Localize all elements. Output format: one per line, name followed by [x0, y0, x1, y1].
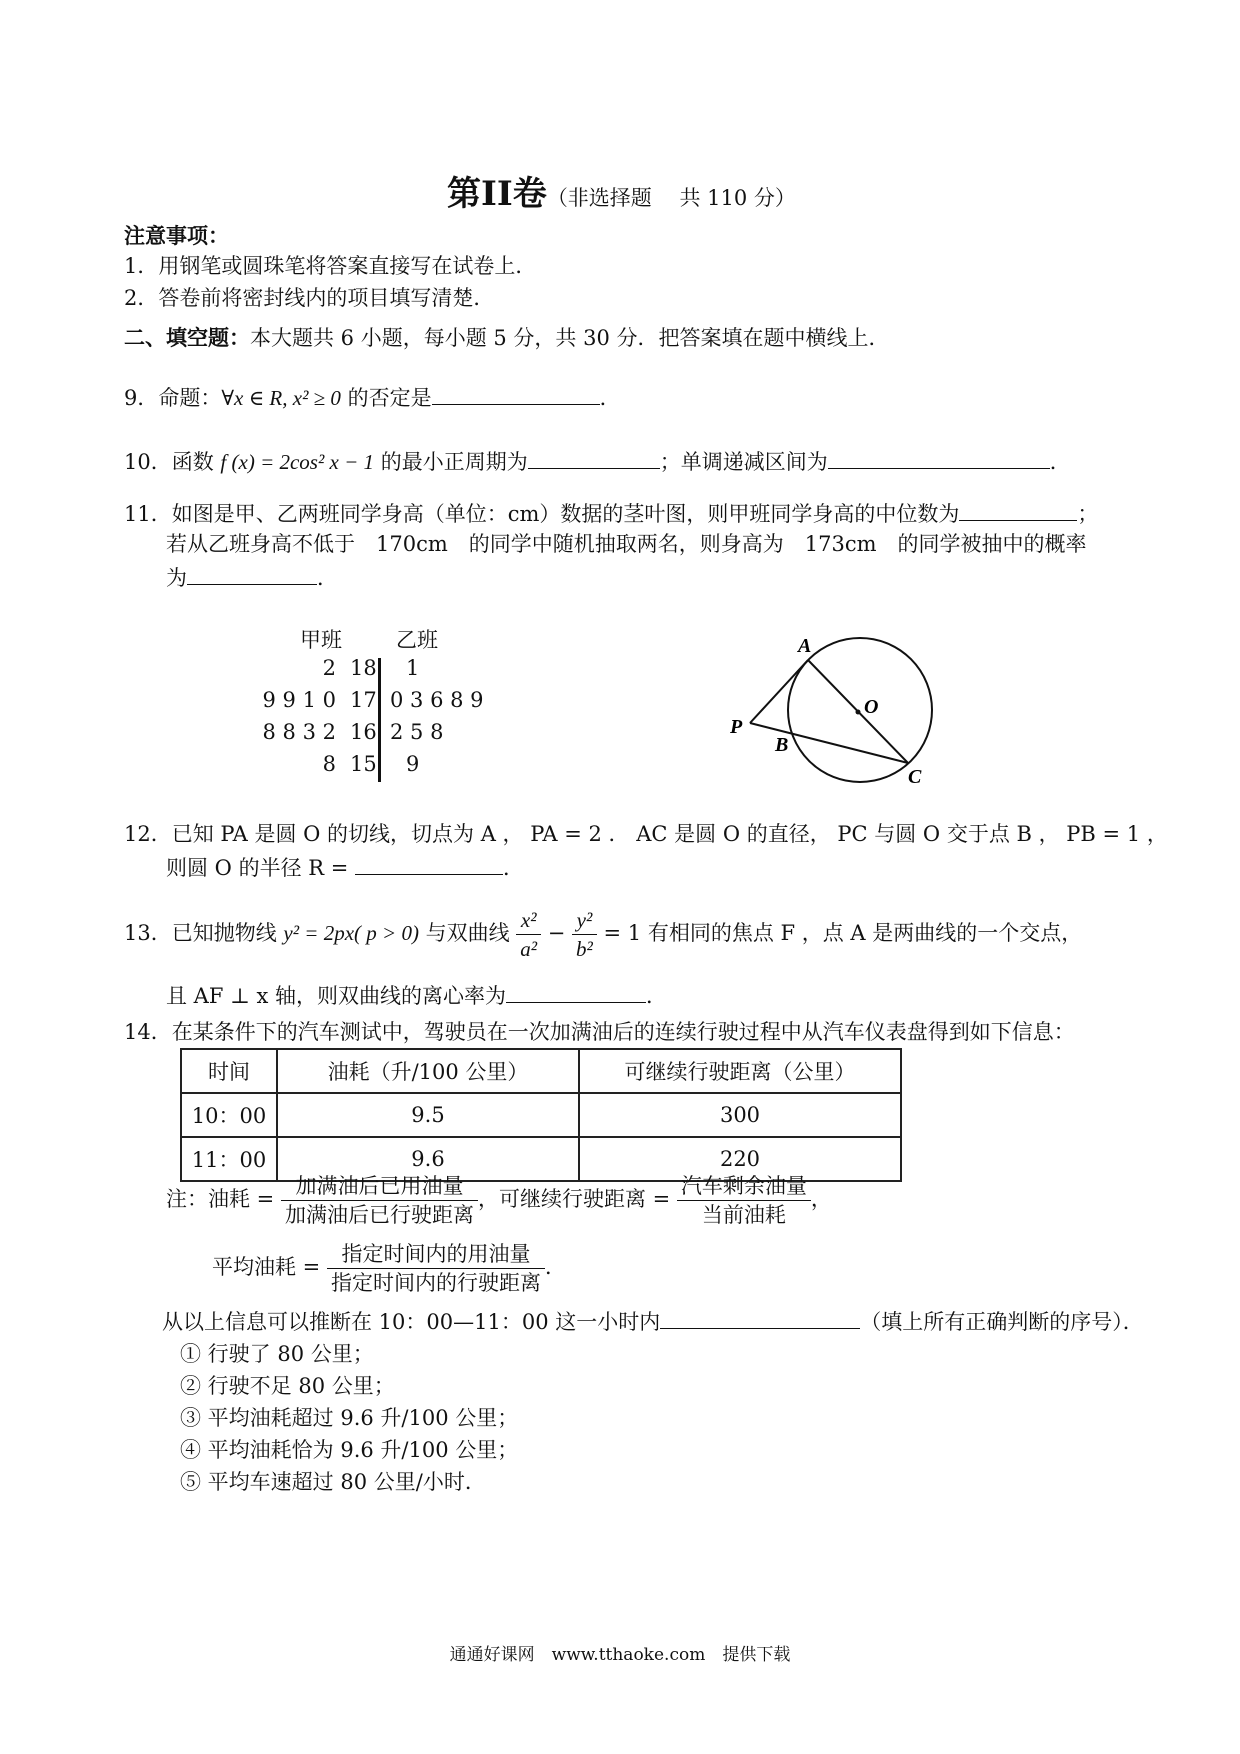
- note-c-num: 指定时间内的用油量: [327, 1240, 545, 1269]
- table-cell: 9.5: [277, 1093, 579, 1137]
- stem-leaf-row-stem: 18: [350, 656, 377, 680]
- question-9: [124, 382, 621, 412]
- q11-line2: 若从乙班身高不低于 170cm 的同学中随机抽取两名，则身高为 173cm 的同学被抽中的概率: [166, 532, 1087, 556]
- q10-interval-blank[interactable]: [828, 446, 1050, 469]
- q13-line2-end: ．: [646, 984, 668, 1008]
- q14-option-5: ⑤ 平均车速超过 80 公里/小时．: [180, 1470, 486, 1494]
- secant-line-pc: [750, 723, 908, 763]
- question-12: [124, 820, 1168, 848]
- q13-frac-x-den: a²: [520, 937, 538, 961]
- q14-infer-end: （填上所有正确判断的序号）．: [860, 1310, 1144, 1334]
- stem-leaf-row-left: 8 8 3 2: [262, 720, 336, 744]
- q13-line2: [166, 980, 667, 1010]
- note-a-num: 加满油后已用油量: [281, 1172, 478, 1201]
- q12-line1: 已知 PA 是圆 O 的切线，切点为 A ， PA = 2 ． AC 是圆 O 的直径， PC 与圆 O 交于点 B ， PB = 1 ，: [171, 822, 1168, 846]
- q12-line2-end: ．: [503, 856, 524, 880]
- table-row: [181, 1093, 901, 1137]
- q14-infer-text: 从以上信息可以推断在 10：00—11：00 这一小时内: [162, 1310, 661, 1334]
- q13-fraction-x: [516, 906, 541, 963]
- question-10: [124, 446, 1071, 476]
- q13-minus: −: [541, 921, 573, 945]
- table-header-cell: 时间: [181, 1049, 277, 1093]
- note-a-label: 油耗 =: [208, 1187, 281, 1211]
- stem-leaf-right-title: 乙班: [396, 628, 438, 652]
- q13-pre: 已知抛物线: [171, 921, 284, 945]
- label-p: P: [730, 716, 743, 738]
- note-b-num: 汽车剩余油量: [677, 1172, 811, 1201]
- q13-parabola: y² = 2px( p > 0): [283, 921, 419, 945]
- q13-frac-y-den: b²: [576, 937, 593, 961]
- stem-leaf-row-right: 9: [406, 752, 420, 776]
- q13-number: 13．: [124, 921, 172, 945]
- q13-fraction-y: [572, 906, 597, 963]
- q13-mid: 与双曲线: [418, 921, 517, 945]
- q11-median-blank[interactable]: [959, 498, 1077, 521]
- title-sub: （非选择题 共 110 分）: [546, 186, 796, 210]
- center-point: [856, 710, 861, 715]
- note-b-fraction: [677, 1172, 811, 1229]
- note-b-den: 当前油耗: [701, 1203, 786, 1227]
- question-13: [124, 906, 1082, 963]
- q14-option-3: ③ 平均油耗超过 9.6 升/100 公里；: [180, 1406, 519, 1430]
- tangent-line-pa: [750, 660, 808, 723]
- table-cell: 11：00: [181, 1137, 277, 1181]
- table-cell: 10：00: [181, 1093, 277, 1137]
- q14-number: 14．: [124, 1020, 172, 1044]
- table-cell: 300: [579, 1093, 901, 1137]
- page-title: [447, 166, 796, 215]
- q11-probability-blank[interactable]: [187, 562, 317, 585]
- q10-end: ．: [1049, 450, 1071, 474]
- section-header: [124, 324, 890, 352]
- table-cell: 220: [579, 1137, 901, 1181]
- q11-number: 11．: [124, 502, 172, 526]
- q9-end: ．: [599, 386, 621, 410]
- notice-heading: 注意事项：: [124, 223, 229, 248]
- q11-line3-text: 为: [166, 566, 187, 590]
- stem-leaf-row-left: 8: [322, 752, 336, 776]
- q14-option-1: ① 行驶了 80 公里；: [180, 1342, 374, 1366]
- q13-post: 有相同的焦点 F ，点 A 是两曲线的一个交点，: [641, 921, 1083, 945]
- stem-leaf-row-left: 9 9 1 0: [262, 688, 336, 712]
- q11-line1: 如图是甲、乙两班同学身高（单位：cm）数据的茎叶图，则甲班同学身高的中位数为: [171, 502, 960, 526]
- section-text: 本大题共 6 小题，每小题 5 分，共 30 分．把答案填在题中横线上．: [250, 326, 890, 350]
- stem-leaf-row-stem: 16: [350, 720, 377, 744]
- q14-text: 在某条件下的汽车测试中，驾驶员在一次加满油后的连续行驶过程中从汽车仪表盘得到如下信息：: [171, 1020, 1075, 1044]
- note-b-end: ，: [810, 1187, 832, 1211]
- notice-item-1: 1．用钢笔或圆珠笔将答案直接写在试卷上．: [124, 254, 537, 278]
- q12-number: 12．: [124, 822, 172, 846]
- note-c-label: 平均油耗 =: [212, 1255, 327, 1279]
- q13-frac-y-num: y²: [572, 906, 597, 935]
- table-header-row: [181, 1049, 901, 1093]
- q10-mid2: ；单调递减区间为: [659, 450, 828, 474]
- q10-mid: 的最小正周期为: [374, 450, 528, 474]
- q12-line2: [166, 852, 524, 882]
- stem-leaf-row-right: 0 3 6 8 9: [390, 688, 484, 712]
- q13-line2-text: 且 AF ⊥ x 轴，则双曲线的离心率为: [166, 984, 507, 1008]
- circle-o: [788, 638, 932, 782]
- table-cell: 9.6: [277, 1137, 579, 1181]
- stem-leaf-row-stem: 17: [350, 688, 377, 712]
- stem-leaf-row-right: 1: [406, 656, 420, 680]
- q10-pre: 函数: [171, 450, 221, 474]
- stem-leaf-row-stem: 15: [350, 752, 377, 776]
- note-c-den: 指定时间内的行驶距离: [330, 1271, 541, 1295]
- q12-line2-text: 则圆 O 的半径 R =: [166, 856, 355, 880]
- q13-eq: = 1: [596, 921, 642, 945]
- note-c-end: ．: [544, 1255, 566, 1279]
- question-11: [124, 498, 1098, 528]
- q14-answer-blank[interactable]: [660, 1306, 860, 1329]
- q9-post: 的否定是: [340, 386, 432, 410]
- q9-expression: ∀x ∈ R, x² ≥ 0: [221, 386, 341, 410]
- notice-item-2: 2．答卷前将密封线内的项目填写清楚．: [124, 286, 495, 310]
- q10-expression: f (x) = 2cos² x − 1: [220, 450, 375, 474]
- tangent-circle-figure: [710, 630, 950, 790]
- q14-option-4: ④ 平均油耗恰为 9.6 升/100 公里；: [180, 1438, 519, 1462]
- label-o: O: [864, 696, 879, 718]
- question-14: [124, 1018, 1075, 1046]
- stem-leaf-row-left: 2: [322, 656, 336, 680]
- q14-infer: [162, 1306, 1144, 1336]
- note-a-den: 加满油后已行驶距离: [284, 1203, 474, 1227]
- q14-option-2: ② 行驶不足 80 公里；: [180, 1374, 395, 1398]
- title-main: 第II卷: [447, 174, 547, 214]
- note-label: 注：: [166, 1187, 208, 1211]
- q9-number: 9．: [124, 386, 159, 410]
- page-footer: 通通好课网 www.tthaoke.com 提供下载: [449, 1645, 791, 1665]
- label-a: A: [798, 635, 812, 657]
- note-c-fraction: [327, 1240, 545, 1297]
- table-header-cell: 油耗（升/100 公里）: [277, 1049, 579, 1093]
- q10-number: 10．: [124, 450, 172, 474]
- note-separator: ，可继续行驶距离 =: [477, 1187, 677, 1211]
- fuel-table: [180, 1048, 902, 1182]
- q14-note-2: [212, 1240, 566, 1297]
- q11-line3-end: ．: [317, 566, 338, 590]
- label-c: C: [908, 766, 922, 788]
- q11-line1-end: ；: [1077, 502, 1099, 526]
- q9-pre: 命题：: [158, 386, 222, 410]
- q12-radius-blank[interactable]: [355, 852, 503, 875]
- section-label: 二、填空题：: [124, 325, 250, 350]
- q13-frac-x-num: x²: [516, 906, 541, 935]
- q9-answer-blank[interactable]: [432, 382, 600, 405]
- q11-line3: [166, 562, 338, 592]
- q14-note-1: [166, 1172, 832, 1232]
- table-header-cell: 可继续行驶距离（公里）: [579, 1049, 901, 1093]
- stem-leaf-row-right: 2 5 8: [390, 720, 444, 744]
- q10-period-blank[interactable]: [528, 446, 660, 469]
- note-a-fraction: [281, 1172, 478, 1229]
- stem-leaf-divider: [378, 658, 381, 782]
- stem-leaf-left-title: 甲班: [300, 628, 342, 652]
- q13-eccentricity-blank[interactable]: [506, 980, 646, 1003]
- label-b: B: [775, 734, 789, 756]
